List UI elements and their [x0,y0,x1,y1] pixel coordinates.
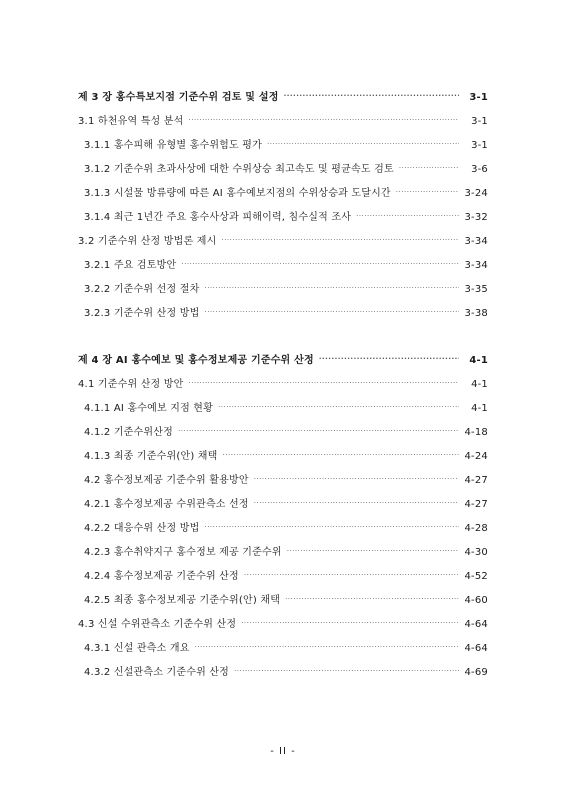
toc-entry[interactable] [78,639,488,663]
toc-entry[interactable] [78,280,488,304]
toc-dot-leader [356,212,459,220]
toc-entry[interactable] [78,567,488,591]
toc-entry-title: 3.1.1 홍수피해 유형별 홍수위험도 평가 [84,140,262,151]
toc-entry-page: 4-1 [471,403,488,414]
toc-dot-leader [195,643,459,651]
toc-entry-page: 3-1 [469,92,488,103]
toc-entry[interactable] [78,519,488,543]
toc-entry-page: 4-1 [469,355,488,366]
toc-dot-leader [189,116,459,124]
toc-entry-title: 4.1.1 AI 홍수예보 지점 현황 [84,403,214,414]
toc-entry-title: 3.1 하천유역 특성 분석 [78,116,184,127]
toc-dot-leader [221,236,459,244]
toc-entry-page: 4-69 [464,667,488,678]
toc-section-chapter-3 [78,88,488,328]
toc-entry-title: 4.2.4 홍수정보제공 기준수위 산정 [84,571,239,582]
toc-entry[interactable] [78,663,488,687]
toc-entry[interactable] [78,160,488,184]
toc-dot-leader [204,284,459,292]
toc-entry[interactable] [78,615,488,639]
toc-entry-title: 4.3 신설 수위관측소 기준수위 산정 [78,619,237,630]
toc-dot-leader [254,499,459,507]
toc-chapter-heading[interactable] [78,351,488,375]
toc-dot-leader [204,308,459,316]
toc-entry-page: 4-24 [464,451,488,462]
toc-entry-title: 3.2.3 기준수위 산정 방법 [84,308,200,319]
toc-dot-leader [204,523,459,531]
toc-dot-leader [284,92,459,100]
page-number: - II - [270,746,296,757]
toc-entry-title: 3.1.4 최근 1년간 주요 홍수사상과 피해이력, 침수실적 조사 [84,212,352,223]
toc-entry[interactable] [78,136,488,160]
toc-entry-page: 4-64 [464,619,488,630]
toc-entry-title: 제 4 장 AI 홍수예보 및 홍수정보제공 기준수위 산정 [78,355,314,366]
toc-entry-page: 4-64 [464,643,488,654]
toc-dot-leader [396,188,459,196]
toc-entry[interactable] [78,471,488,495]
toc-entry-title: 4.3.2 신설관측소 기준수위 산정 [84,667,230,678]
toc-entry-page: 4-27 [464,475,488,486]
toc-dot-leader [178,427,459,435]
toc-chapter-heading[interactable] [78,88,488,112]
toc-entry-page: 3-32 [464,212,488,223]
toc-entry-page: 3-1 [471,116,488,127]
toc-dot-leader [319,355,459,363]
toc-entry[interactable] [78,184,488,208]
toc-entry-page: 4-52 [464,571,488,582]
toc-entry-page: 3-1 [471,140,488,151]
toc-entry[interactable] [78,399,488,423]
toc-entry-title: 4.2.1 홍수정보제공 수위관측소 선정 [84,499,249,510]
toc-entry-page: 3-35 [464,284,488,295]
toc-entry-title: 4.1.2 기준수위산정 [84,427,173,438]
toc-entry-title: 4.1 기준수위 산정 방안 [78,379,184,390]
toc-entry-title: 3.2 기준수위 산정 방법론 제시 [78,236,217,247]
toc-dot-leader [189,379,459,387]
toc-entry-title: 3.2.2 기준수위 선정 절차 [84,284,200,295]
toc-dot-leader [399,164,459,172]
toc-dot-leader [244,571,459,579]
toc-entry-title: 4.2 홍수정보제공 기준수위 활용방안 [84,475,249,486]
toc-entry[interactable] [78,423,488,447]
toc-entry[interactable] [78,208,488,232]
toc-entry-title: 3.2.1 주요 검토방안 [84,260,177,271]
toc-entry-title: 4.3.1 신설 관측소 개요 [84,643,190,654]
toc-entry[interactable] [78,591,488,615]
toc-entry-title: 3.1.2 기준수위 초과사상에 대한 수위상승 최고속도 및 평균속도 검토 [84,164,394,175]
toc-entry-page: 3-34 [464,236,488,247]
toc-entry-page: 4-1 [471,379,488,390]
toc-dot-leader [285,595,459,603]
toc-entry-page: 4-18 [464,427,488,438]
toc-entry-page: 4-60 [464,595,488,606]
toc-entry-page: 3-6 [471,164,488,175]
toc-entry[interactable] [78,304,488,328]
toc-entry-page: 3-24 [464,188,488,199]
toc-entry-title: 4.1.3 최종 기준수위(안) 채택 [84,451,218,462]
toc-entry[interactable] [78,112,488,136]
toc-entry-title: 3.1.3 시설물 방류량에 따른 AI 홍수예보지점의 수위상승과 도달시간 [84,188,391,199]
toc-dot-leader [267,140,459,148]
toc-entry-title: 4.2.5 최종 홍수정보제공 기준수위(안) 채택 [84,595,281,606]
toc-entry[interactable] [78,543,488,567]
toc-entry-title: 제 3 장 홍수특보지점 기준수위 검토 및 설정 [78,92,279,103]
toc-entry-page: 3-34 [464,260,488,271]
toc-dot-leader [223,451,459,459]
toc-dot-leader [218,403,459,411]
toc-entry-title: 4.2.2 대응수위 산정 방법 [84,523,200,534]
toc-entry[interactable] [78,447,488,471]
toc-dot-leader [181,260,459,268]
toc-entry[interactable] [78,375,488,399]
toc-entry[interactable] [78,232,488,256]
toc-entry-page: 4-27 [464,499,488,510]
toc-dot-leader [254,475,459,483]
toc-section-chapter-4 [78,351,488,687]
toc-dot-leader [241,619,459,627]
toc-entry[interactable] [78,495,488,519]
toc-entry-page: 3-38 [464,308,488,319]
table-of-contents [78,88,488,687]
toc-dot-leader [234,667,459,675]
toc-entry-title: 4.2.3 홍수취약지구 홍수정보 제공 기준수위 [84,547,282,558]
toc-dot-leader [287,547,459,555]
toc-entry-page: 4-30 [464,547,488,558]
toc-entry[interactable] [78,256,488,280]
toc-entry-page: 4-28 [464,523,488,534]
